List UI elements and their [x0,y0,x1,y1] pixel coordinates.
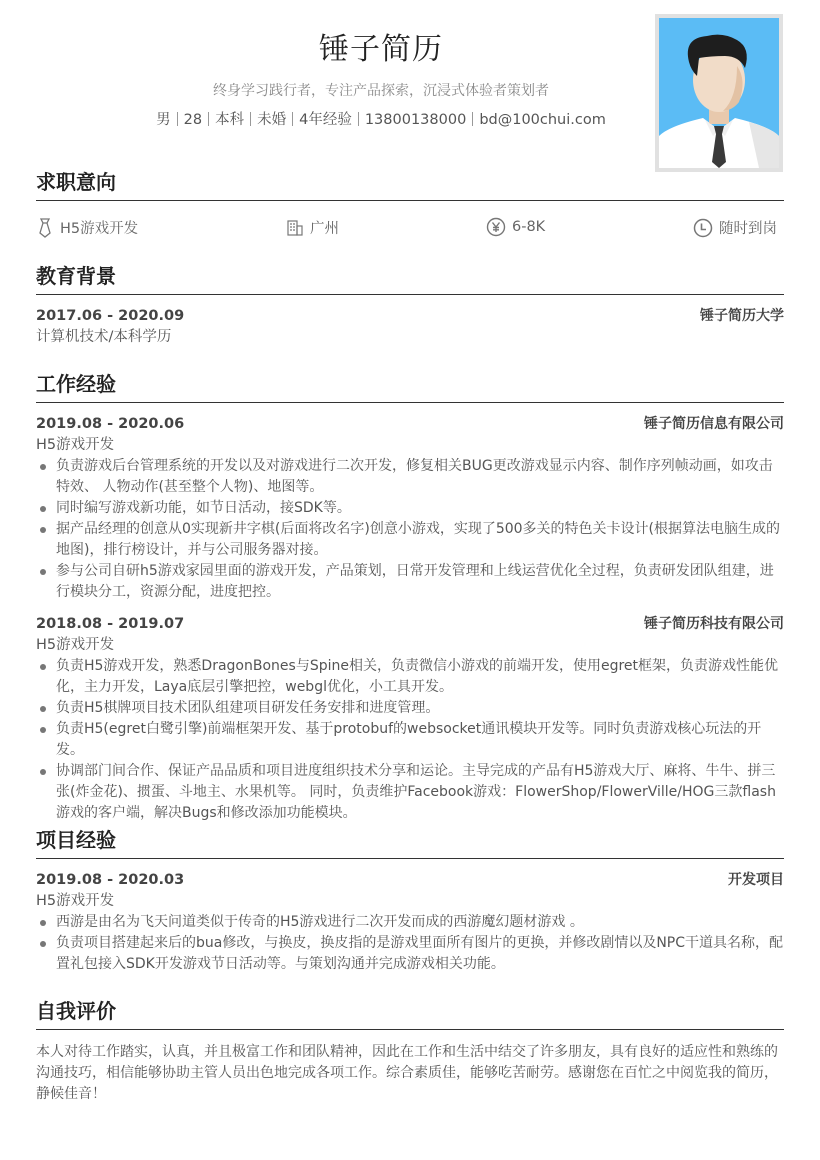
avatar-illustration-icon [659,18,779,168]
intent-availability [693,217,777,238]
intent-position-label: H5游戏开发 [60,221,139,237]
entry-project-type: 开发项目 [728,872,784,888]
section-divider [36,1029,784,1030]
candidate-motto: 终身学习践行者，专注产品探索，沉浸式体验者策划者 [213,83,549,99]
divider [250,112,251,126]
intent-row [36,211,784,247]
bullet-item: 负责H5游戏开发，熟悉DragonBones与Spine相关，负责微信小游戏的前端开发，使用egret框架，负责游戏性能优化，主力开发，Laya底层引擎把控，webgl优化，小工具开发。 [36,656,784,698]
bullet-item: 负责H5(egret白鹭引擎)前端框架开发、基于protobuf的websocket通讯模块开发等。同时负责游戏核心玩法的开发。 [36,719,784,761]
entry-role: H5游戏开发 [36,637,115,653]
entry-company: 锤子简历信息有限公司 [644,416,784,432]
entry-date: 2019.08 - 2020.06 [36,416,185,432]
section-work-experience [36,368,784,824]
candidate-name: 锤子简历 [319,32,443,67]
section-self-evaluation [36,995,784,1105]
section-divider [36,200,784,201]
intent-city [286,217,339,238]
info-degree: 本科 [215,112,245,128]
candidate-basic-info [36,108,726,129]
yen-icon [486,217,506,237]
section-project-experience [36,824,784,975]
section-title: 教育背景 [36,264,116,288]
section-divider [36,294,784,295]
section-job-intent [36,166,784,247]
intent-salary-label: 6-8K [512,219,546,235]
divider [472,112,473,126]
project-entry [36,869,784,975]
bullet-item: 同时编写游戏新功能，如节日活动，接SDK等。 [36,498,784,519]
avatar-photo [655,14,783,172]
info-experience: 4年经验 [299,112,352,128]
resume-header [36,18,784,158]
entry-major: 计算机技术/本科学历 [36,329,172,345]
education-entry [36,305,784,348]
info-marital: 未婚 [257,112,287,128]
intent-position [36,217,138,238]
bullet-item: 负责游戏后台管理系统的开发以及对游戏进行二次开发，修复相关BUG更改游戏显示内容、制作序列帧动画，如攻击特效、 人物动作(甚至整个人物)、地图等。 [36,456,784,498]
tie-icon [36,218,54,238]
info-gender: 男 [156,112,171,128]
section-title: 工作经验 [36,372,116,396]
section-title: 求职意向 [36,170,116,194]
divider [358,112,359,126]
section-education [36,260,784,348]
bullet-item: 西游是由名为飞天问道类似于传奇的H5游戏进行二次开发而成的西游魔幻题材游戏 。 [36,912,784,933]
entry-bullets [36,912,784,975]
info-email: bd@100chui.com [479,112,606,128]
entry-bullets [36,456,784,603]
section-divider [36,858,784,859]
work-entry [36,613,784,824]
entry-role: H5游戏开发 [36,437,115,453]
bullet-item: 参与公司自研h5游戏家园里面的游戏开发，产品策划，日常开发管理和上线运营优化全过程，负责研发团队组建，进行模块分工，资源分配，进度把控。 [36,561,784,603]
section-divider [36,402,784,403]
entry-bullets [36,656,784,824]
intent-salary [486,217,545,237]
bullet-item: 负责项目搭建起来后的bua修改，与换皮，换皮指的是游戏里面所有图片的更换，并修改剧情以及NPC干道具名称，配置礼包接入SDK开发游戏节日活动等。与策划沟通并完成游戏相关功能。 [36,933,784,975]
entry-date: 2018.08 - 2019.07 [36,616,185,632]
info-phone: 13800138000 [364,112,467,128]
bullet-item: 据产品经理的创意从0实现新井字棋(后面将改名字)创意小游戏，实现了500多关的特色关卡设计(根据算法电脑生成的地图)，排行榜设计，并与公司服务器对接。 [36,519,784,561]
self-evaluation-text: 本人对待工作踏实，认真，并且极富工作和团队精神，因此在工作和生活中结交了许多朋友，具有良好的适应性和熟练的沟通技巧，相信能够协助主管人员出色地完成各项工作。综合素质佳，能够吃苦耐劳。感谢您在百忙之中阅览我的简历，静候佳音！ [36,1044,778,1102]
divider [292,112,293,126]
entry-role: H5游戏开发 [36,893,115,909]
bullet-item: 负责H5棋牌项目技术团队组建项目研发任务安排和进度管理。 [36,698,784,719]
building-icon [286,219,304,237]
entry-date: 2017.06 - 2020.09 [36,308,185,324]
entry-company: 锤子简历科技有限公司 [644,616,784,632]
intent-city-label: 广州 [310,221,339,237]
intent-availability-label: 随时到岗 [719,221,777,237]
divider [208,112,209,126]
divider [177,112,178,126]
section-title: 项目经验 [36,828,116,852]
clock-icon [693,218,713,238]
entry-school: 锤子简历大学 [700,308,784,324]
entry-date: 2019.08 - 2020.03 [36,872,185,888]
work-entry [36,413,784,603]
bullet-item: 协调部门间合作、保证产品品质和项目进度组织技术分享和运论。主导完成的产品有H5游戏大厅、麻将、牛牛、拼三张(炸金花)、掼蛋、斗地主、水果机等。 同时，负责维护Facebook游戏：FlowerShop/FlowerVille/HOG三款flash游戏的客户端，解决Bugs和修改添加功能模块。 [36,761,784,824]
section-title: 自我评价 [36,999,116,1023]
info-age: 28 [183,112,203,128]
